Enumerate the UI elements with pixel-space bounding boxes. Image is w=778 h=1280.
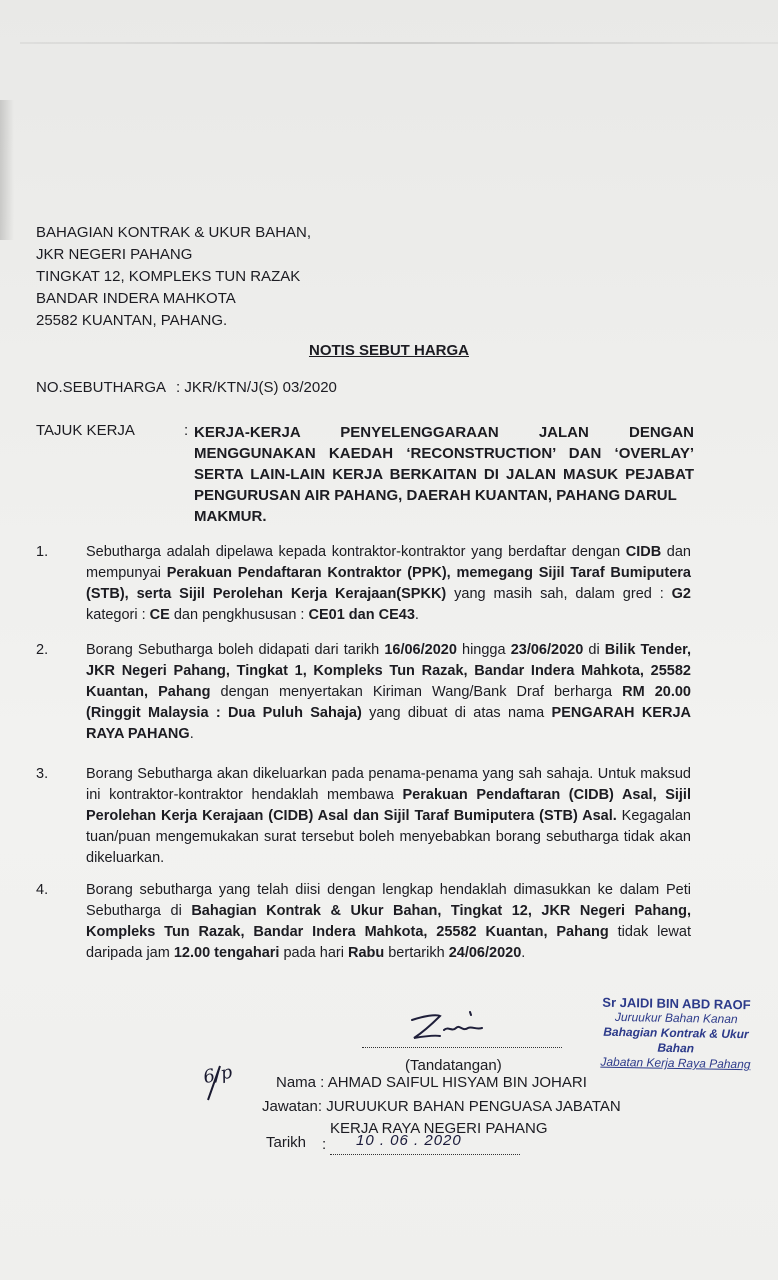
text-run-bold: CE01 dan CE43 [308,607,415,623]
text-run-bold: 23/06/2020 [510,642,584,658]
text-run-bold: 12.00 tengahari [173,945,280,961]
date-line [330,1154,520,1155]
stamp-name: Sr JAIDI BIN ABD RAOF [602,994,751,1013]
clause-number: 4. [36,882,49,898]
text-run-bold: RM 20.00 (Ringgit Malaysia : Dua Puluh Sahaja) [86,684,691,721]
sender-address [36,222,311,332]
text-run-bold: G2 [671,586,691,602]
stamp-line: Juruukur Bahan Kanan [614,1009,738,1027]
signature-caption: (Tandatangan) [405,1057,502,1074]
text-run: kategori : [86,607,150,623]
position-label: Jawatan: [262,1098,327,1115]
paper-crease [20,42,778,44]
text-run-bold: 16/06/2020 [384,642,457,658]
reference-number [36,379,337,396]
text-run: di [583,642,605,658]
clause-number: 3. [36,766,49,782]
svg-text:6/p: 6/p [201,1061,235,1089]
text-run: dan mempunyai [86,544,691,581]
clause-text [86,880,691,964]
clause-number: 2. [36,642,49,658]
clause-text [86,640,691,745]
work-title-text: KERJA-KERJA PENYELENGGARAAN JALAN DENGAN MENGGUNAKAN KAEDAH ‘RECONSTRUCTION’ DAN ‘OVERLAY’ SERTA LAIN-LAIN KERJA BERKAITAN DI JALAN MASUK PEJABAT PENGURUSAN AIR PAHANG, DAERAH KUANTAN, PAHANG DARUL [194,424,694,504]
document-title: NOTIS SEBUT HARGA [308,342,469,359]
text-run: yang dibuat di atas nama [361,705,552,721]
signatory-position [262,1098,621,1115]
official-stamp [591,995,760,1073]
paper-edge-shadow [0,100,14,240]
text-run: Borang Sebutharga boleh didapati dari tarikh [86,642,385,658]
text-run: Borang sebutharga yang telah diisi dengan lengkap hendaklah dimasukkan ke dalam Peti Sebutharga di [86,882,691,919]
clause-text [86,764,691,869]
stamp-line: Bahagian Kontrak & Ukur Bahan [603,1024,749,1056]
text-run: pada hari [279,945,348,961]
stamp-line: Jabatan Kerja Raya Pahang [600,1054,751,1072]
text-run: dengan menyertakan Kiriman Wang/Bank Draf berharga [210,684,623,700]
position-value: JURUUKUR BAHAN PENGUASA JABATAN [326,1098,621,1115]
work-title [194,422,694,527]
text-run-bold: Perakuan Pendaftaran Kontraktor (PPK), memegang Sijil Taraf Bumiputera (STB), serta Sijil Perolehan Kerja Kerajaan(SPKK) [86,565,691,602]
text-run-bold: CIDB [625,544,662,560]
text-run-bold: Rabu [347,945,385,961]
text-run-bold: CE [149,607,170,623]
clause-number: 1. [36,544,49,560]
text-run: dan pengkhususan : [169,607,309,623]
address-line: 25582 KUANTAN, PAHANG. [36,312,228,329]
text-run-bold: PENGARAH KERJA RAYA PAHANG [86,705,691,742]
address-line: JKR NEGERI PAHANG [36,246,193,263]
text-run: bertarikh [384,945,449,961]
text-run-bold: Bahagian Kontrak & Ukur Bahan, Tingkat 12, JKR Negeri Pahang, Kompleks Tun Razak, Bandar Indera Mahkota, 25582 Kuantan, Pahang [86,903,691,940]
reference-label: NO.SEBUTHARGA [36,379,167,396]
address-line: BAHAGIAN KONTRAK & UKUR BAHAN, [36,224,312,241]
text-run: Sebutharga adalah dipelawa kepada kontraktor-kontraktor yang berdaftar dengan [86,544,626,560]
text-run: tidak lewat daripada jam [86,924,691,961]
work-title-colon: : [184,422,189,439]
signature-line [362,1047,562,1048]
text-run-bold: 24/06/2020 [448,945,522,961]
text-run-bold: Bilik Tender, JKR Negeri Pahang, Tingkat 1, Kompleks Tun Razak, Bandar Indera Mahkota, 25582 Kuantan, Pahang [86,642,692,700]
text-run: yang masih sah, dalam gred : [446,586,672,602]
text-run: Kegagalan tuan/puan mengemukakan surat tersebut boleh menyebabkan borang sebutharga tidak akan dikeluarkan. [86,808,691,866]
text-run: Borang Sebutharga akan dikeluarkan pada penama-penama yang sah sahaja. Untuk maksud ini kontraktor-kontraktor hendaklah membawa [86,766,691,803]
work-title-label: TAJUK KERJA [36,422,135,439]
reference-value: : JKR/KTN/J(S) 03/2020 [176,379,337,396]
text-run: . [521,945,526,961]
address-line: BANDAR INDERA MAHKOTA [36,290,236,307]
text-run: . [189,726,194,742]
handwritten-signature [410,1006,490,1046]
work-title-text-end: MAKMUR. [194,508,267,525]
handwritten-date: 10 . 06 . 2020 [356,1132,462,1149]
text-run: hingga [456,642,511,658]
address-line: TINGKAT 12, KOMPLEKS TUN RAZAK [36,268,301,285]
signatory-name [276,1074,587,1091]
clause-text [86,542,691,626]
name-label: Nama : [276,1074,328,1091]
date-colon: : [322,1136,327,1153]
name-value: AHMAD SAIFUL HISYAM BIN JOHARI [327,1074,587,1091]
handwritten-initial [200,1058,250,1102]
text-run: . [414,607,419,623]
signatory-position-cont: KERJA RAYA NEGERI PAHANG [330,1120,548,1137]
text-run-bold: Perakuan Pendaftaran (CIDB) Asal, Sijil Perolehan Kerja Kerajaan (CIDB) Asal dan Sijil Taraf Bumiputera (STB) Asal. [86,787,691,824]
date-label: Tarikh [266,1134,307,1151]
